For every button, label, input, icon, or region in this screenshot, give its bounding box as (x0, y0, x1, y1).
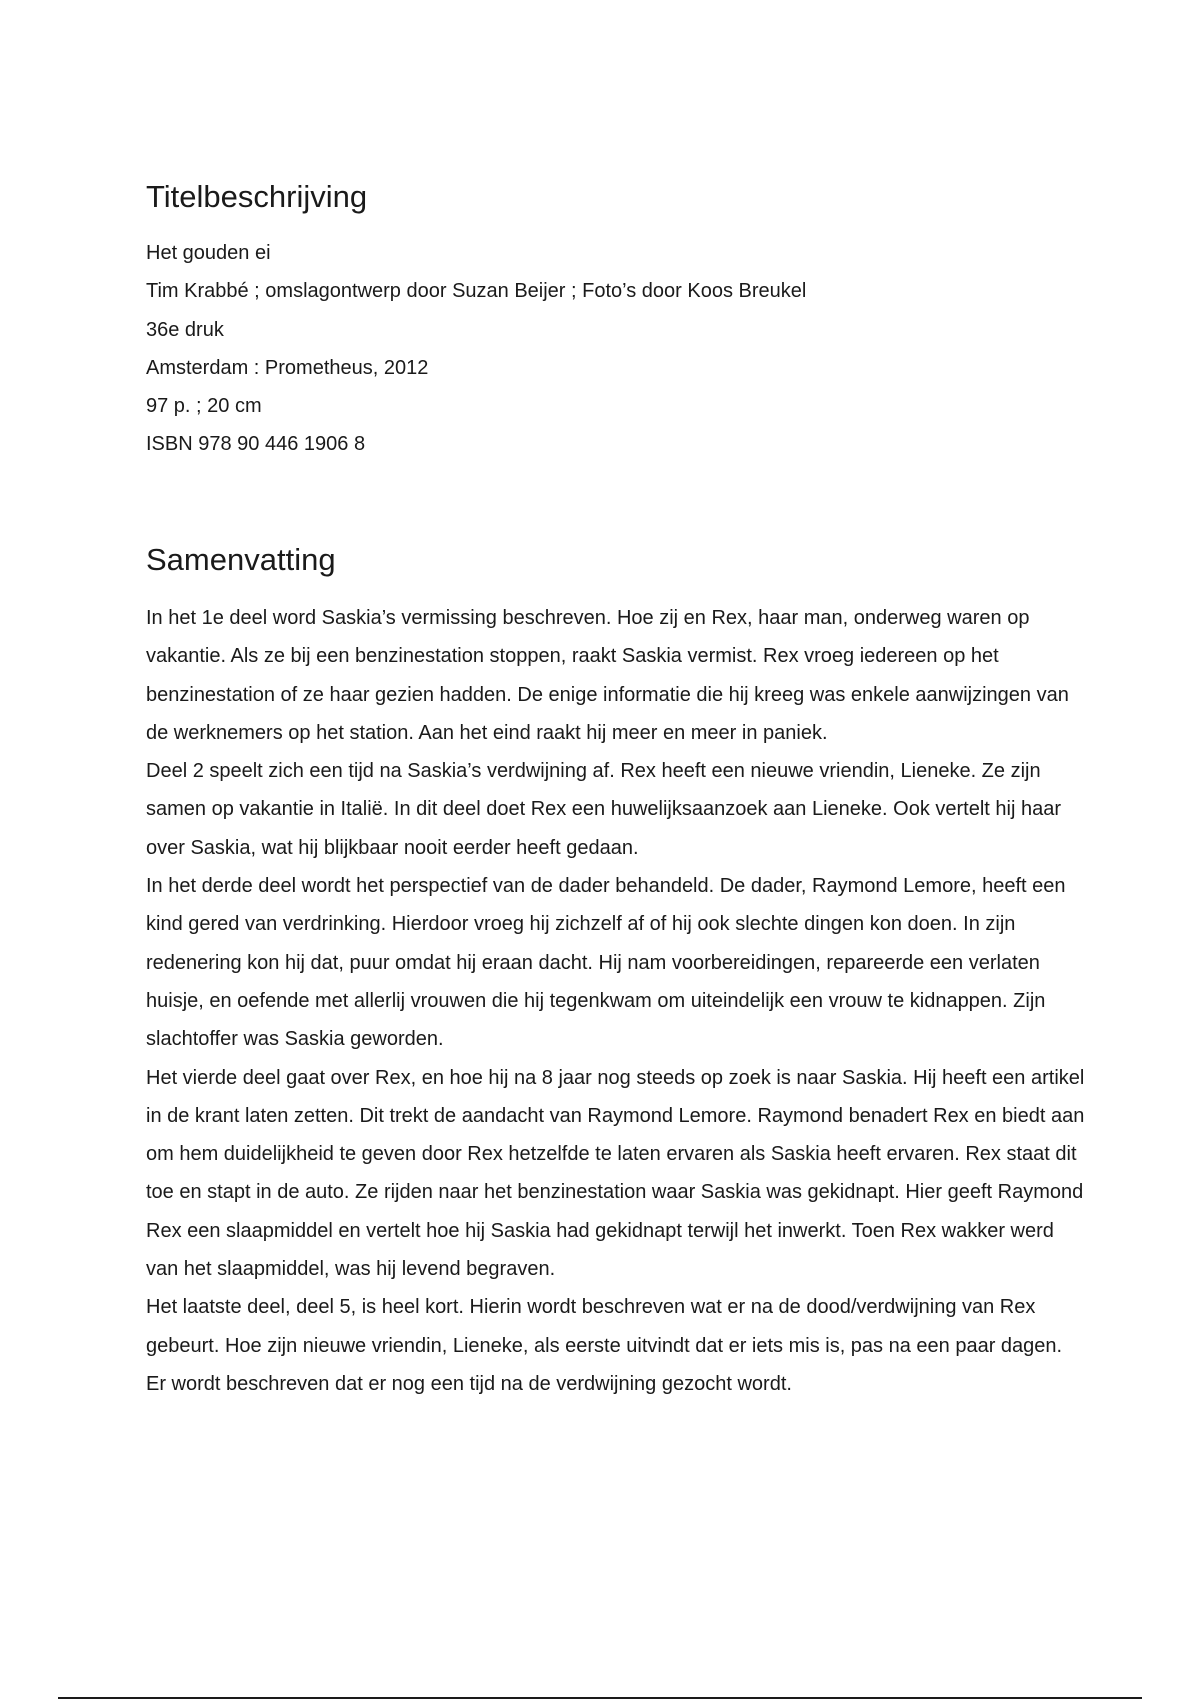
book-authors: Tim Krabbé ; omslagontwerp door Suzan Beijer ; Foto’s door Koos Breukel (146, 280, 807, 303)
book-edition: 36e druk (146, 318, 224, 341)
book-publication: Amsterdam : Prometheus, 2012 (146, 356, 429, 379)
summary-paragraph-part-2: Deel 2 speelt zich een tijd na Saskia’s verdwijning af. Rex heeft een nieuwe vriendin, Lieneke. Ze zijn samen op vakantie in Italië. In dit deel doet Rex een huwelijksaanzoek aan Lieneke. Ook vertelt hij haar over Saskia, wat hij blijkbaar nooit eerder heeft gedaan. (146, 760, 1061, 859)
book-physical-description: 97 p. ; 20 cm (146, 395, 262, 418)
book-isbn: ISBN 978 90 446 1906 8 (146, 433, 366, 456)
footer-divider (58, 1697, 1142, 1699)
summary-paragraph-part-5: Het laatste deel, deel 5, is heel kort. Hierin wordt beschreven wat er na de dood/verdwijning van Rex gebeurt. Hoe zijn nieuwe vriendin, Lieneke, als eerste uitvindt dat er iets mis is, pas na een paar dagen. Er wordt beschreven dat er nog een tijd na de verdwijning gezocht wordt. (146, 1296, 1063, 1395)
summary-paragraph-part-4: Het vierde deel gaat over Rex, en hoe hij na 8 jaar nog steeds op zoek is naar Saskia. Hij heeft een artikel in de krant laten zetten. Dit trekt de aandacht van Raymond Lemore. Raymond benadert Rex en biedt aan om hem duidelijkheid te geven door Rex hetzelfde te laten ervaren als Saskia heeft ervaren. Rex staat dit toe en stapt in de auto. Ze rijden naar het benzinestation waar Saskia was gekidnapt. Hier geeft Raymond Rex een slaapmiddel en vertelt hoe hij Saskia had gekidnapt terwijl het inwerkt. Toen Rex wakker werd van het slaapmiddel, was hij levend begraven. (146, 1066, 1085, 1281)
book-title: Het gouden ei (146, 242, 271, 264)
summary-paragraph-part-1: In het 1e deel word Saskia’s vermissing beschreven. Hoe zij en Rex, haar man, onderweg waren op vakantie. Als ze bij een benzinestation stoppen, raakt Saskia vermist. Rex vroeg iedereen op het benzinestation of ze haar gezien hadden. De enige informatie die hij kreeg was enkele aanwijzingen van de werknemers op het station. Aan het eind raakt hij meer en meer in paniek. (146, 607, 1069, 744)
title-description-section (146, 178, 1086, 464)
title-description-heading: Titelbeschrijving (146, 179, 368, 214)
summary-section (146, 541, 1086, 1403)
summary-paragraph-part-3: In het derde deel wordt het perspectief van de dader behandeld. De dader, Raymond Lemore, heeft een kind gered van verdrinking. Hierdoor vroeg hij zichzelf af of hij ook slechte dingen kon doen. In zijn redenering kon hij dat, puur omdat hij eraan dacht. Hij nam voorbereidingen, repareerde een verlaten huisje, en oefende met allerlij vrouwen die hij tegenkwam om uiteindelijk een vrouw te kidnappen. Zijn slachtoffer was Saskia geworden. (146, 875, 1066, 1051)
summary-heading: Samenvatting (146, 542, 336, 577)
